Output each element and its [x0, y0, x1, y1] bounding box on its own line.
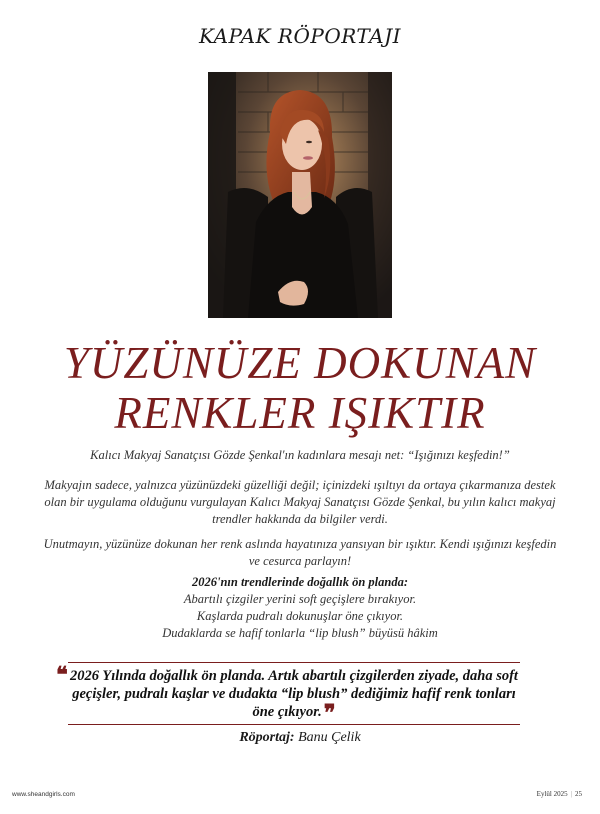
trends-heading: 2026'nın trendlerinde doğallık ön planda:: [191, 575, 408, 589]
headline: [0, 338, 600, 438]
body-paragraph: Makyajın sadece, yalnızca yüzünüzdeki güzelliği değil; içinizdeki ışıltıyı da ortaya çıkarmanıza destek olan bir uygulama olduğunu vurgulayan Kalıcı Makyaj Sanatçısı Gözde Şenkal, bu yılın kalıcı makyaj trendler hakkında da bilgiler verdi.: [44, 478, 556, 526]
footer-separator: |: [570, 790, 572, 798]
trend-item: Abartılı çizgiler yerini soft geçişlere bırakıyor.: [183, 592, 417, 606]
byline-name: Banu Çelik: [298, 730, 361, 745]
pull-quote-text: 2026 Yılında doğallık ön planda. Artık abartılı çizgilerden ziyade, daha soft geçişler, pudralı kaşlar ve dudakta “lip blush” dediğimiz hafif renk tonları öne çıkıyor.: [70, 668, 518, 720]
footer-issue-date: Eylül 2025: [536, 790, 568, 798]
byline-label: Röportaj:: [239, 730, 295, 745]
footer-issue: [537, 790, 582, 798]
byline: [0, 730, 600, 746]
cover-photo: [208, 72, 392, 318]
closing-paragraph: Unutmayın, yüzünüze dokunan her renk aslında hayatınıza yansıyan bir ışıktır. Kendi ışığınızı keşfedin ve cesurca parlayın!: [43, 537, 557, 568]
footer-page-number: 25: [575, 790, 582, 798]
trend-item: Kaşlarda pudralı dokunuşlar öne çıkıyor.: [196, 609, 404, 623]
pull-quote: [68, 662, 520, 725]
headline-line-1: YÜZÜNÜZE DOKUNAN: [63, 338, 537, 388]
close-quote-icon: ❞: [323, 700, 336, 726]
headline-line-2: RENKLER IŞIKTIR: [114, 388, 486, 438]
footer-website: www.sheandgirls.com: [12, 791, 75, 798]
section-title: KAPAK RÖPORTAJI: [198, 24, 402, 48]
trend-item: Dudaklarda se hafif tonlarla “lip blush” büyüsü hâkim: [162, 626, 438, 640]
open-quote-icon: ❝: [56, 662, 68, 688]
intro-text: Kalıcı Makyaj Sanatçısı Gözde Şenkal'ın kadınlara mesajı net: “Işığınızı keşfedin!”: [90, 448, 510, 462]
trends-list: [40, 574, 560, 642]
